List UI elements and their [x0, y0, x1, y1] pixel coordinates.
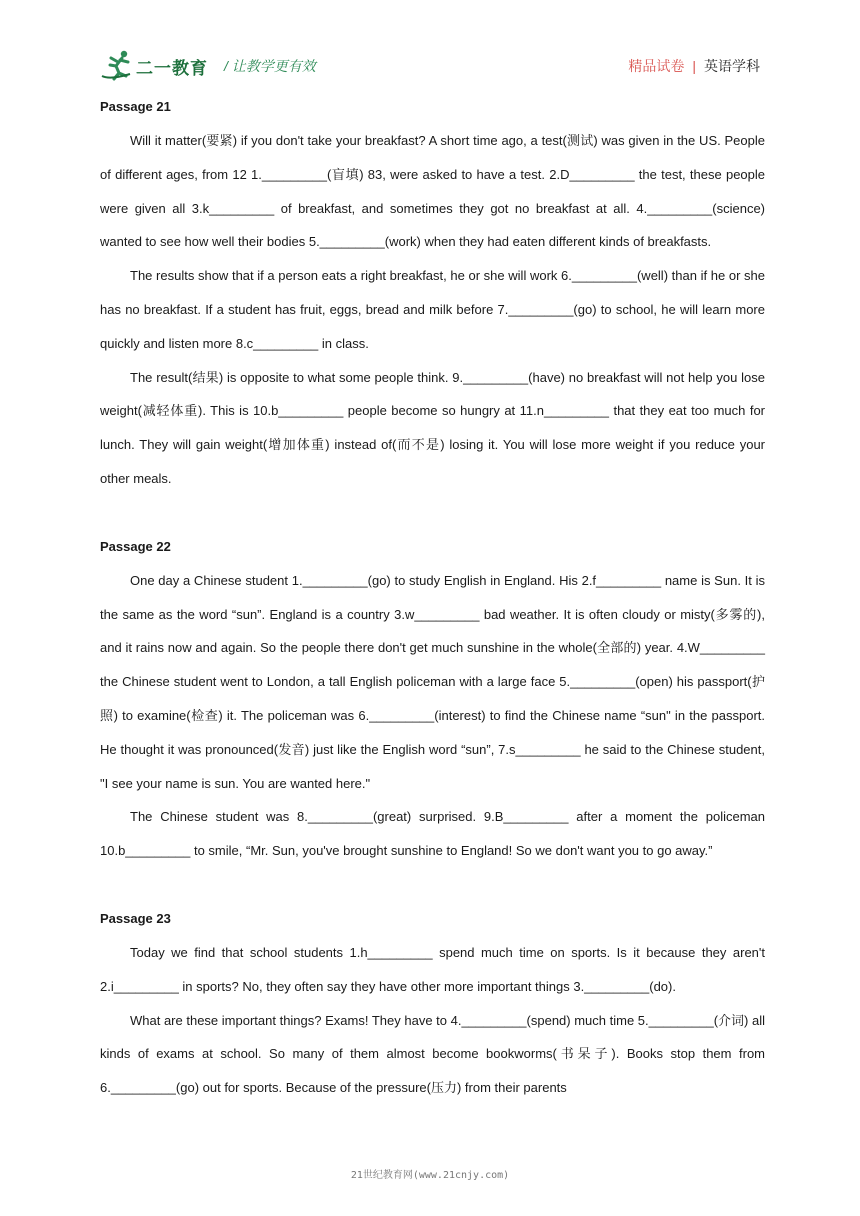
logo: [100, 46, 220, 82]
paragraph: What are these important things? Exams! They have to 4._________(spend) much time 5._________(介词) all kinds of exams at school. So many of them almost become bookworms(书呆子). Books stop them from 6._________(go) out for sports. Because of the pressure(压力) from their parents: [100, 1012, 765, 1096]
passage-title: Passage 22: [100, 538, 171, 554]
logo-text: 二一教育: [136, 59, 208, 78]
slogan: / 让教学更有效: [224, 58, 316, 74]
document-body: [100, 90, 765, 1105]
paragraph: The Chinese student was 8._________(great) surprised. 9.B_________ after a moment the policeman 10.b_________ to smile, “Mr. Sun, you've brought sunshine to England! So we don't want you to go away.”: [100, 809, 765, 859]
passage-21: [100, 90, 765, 496]
tag-separator: |: [692, 58, 696, 74]
subject-tag: [628, 56, 760, 76]
tag-subject: 英语学科: [704, 58, 760, 74]
paragraph: Will it matter(要紧) if you don't take your breakfast? A short time ago, a test(测试) was given in the US. People of different ages, from 12 1._________(盲填) 83, were asked to have a test. 2.D_________ the test, these people were given all 3.k_________ of breakfast, and sometimes they got no breakfast at all. 4._________(science) wanted to see how well their bodies 5._________(work) when they had eaten different kinds of breakfasts.: [100, 133, 765, 250]
passage-title: Passage 21: [100, 99, 171, 114]
page-header: [100, 46, 760, 82]
paragraph: The results show that if a person eats a right breakfast, he or she will work 6._________(well) than if he or she has no breakfast. If a student has fruit, eggs, bread and milk before 7._________(go) to school, he will learn more quickly and listen more 8.c_________ in class.: [100, 268, 765, 351]
passage-23: [100, 902, 765, 1105]
passage-title: Passage 23: [100, 910, 171, 926]
page-footer: 21世纪教育网(www.21cnjy.com): [350, 1170, 510, 1181]
paragraph: Today we find that school students 1.h_________ spend much time on sports. Is it because they aren't 2.i_________ in sports? No, they often say they have other more important things 3._________(do).: [100, 944, 765, 994]
tag-quality-paper: 精品试卷: [628, 58, 685, 74]
passage-22: [100, 530, 765, 868]
runner-icon: [100, 46, 136, 82]
paragraph: The result(结果) is opposite to what some people think. 9._________(have) no breakfast will not help you lose weight(减轻体重). This is 10.b_________ people become so hungry at 11.n_________ that they eat too much for lunch. They will gain weight(增加体重) instead of(而不是) losing it. You will lose more weight if you reduce your other meals.: [100, 369, 765, 486]
paragraph: One day a Chinese student 1._________(go) to study English in England. His 2.f_________ name is Sun. It is the same as the word “sun”. England is a country 3.w_________ bad weather. It is often cloudy or misty(多雾的), and it rains now and again. So the people there don't get much sunshine in the whole(全部的) year. 4.W_________ the Chinese student went to London, a tall English policeman with a large face 5._________(open) his passport(护照) to examine(检查) it. The policeman was 6._________(interest) to find the Chinese name “sun" in the passport. He thought it was pronounced(发音) just like the English word “sun”, 7.s_________ he said to the Chinese student, "I see your name is sun. You are wanted here.": [100, 572, 765, 791]
